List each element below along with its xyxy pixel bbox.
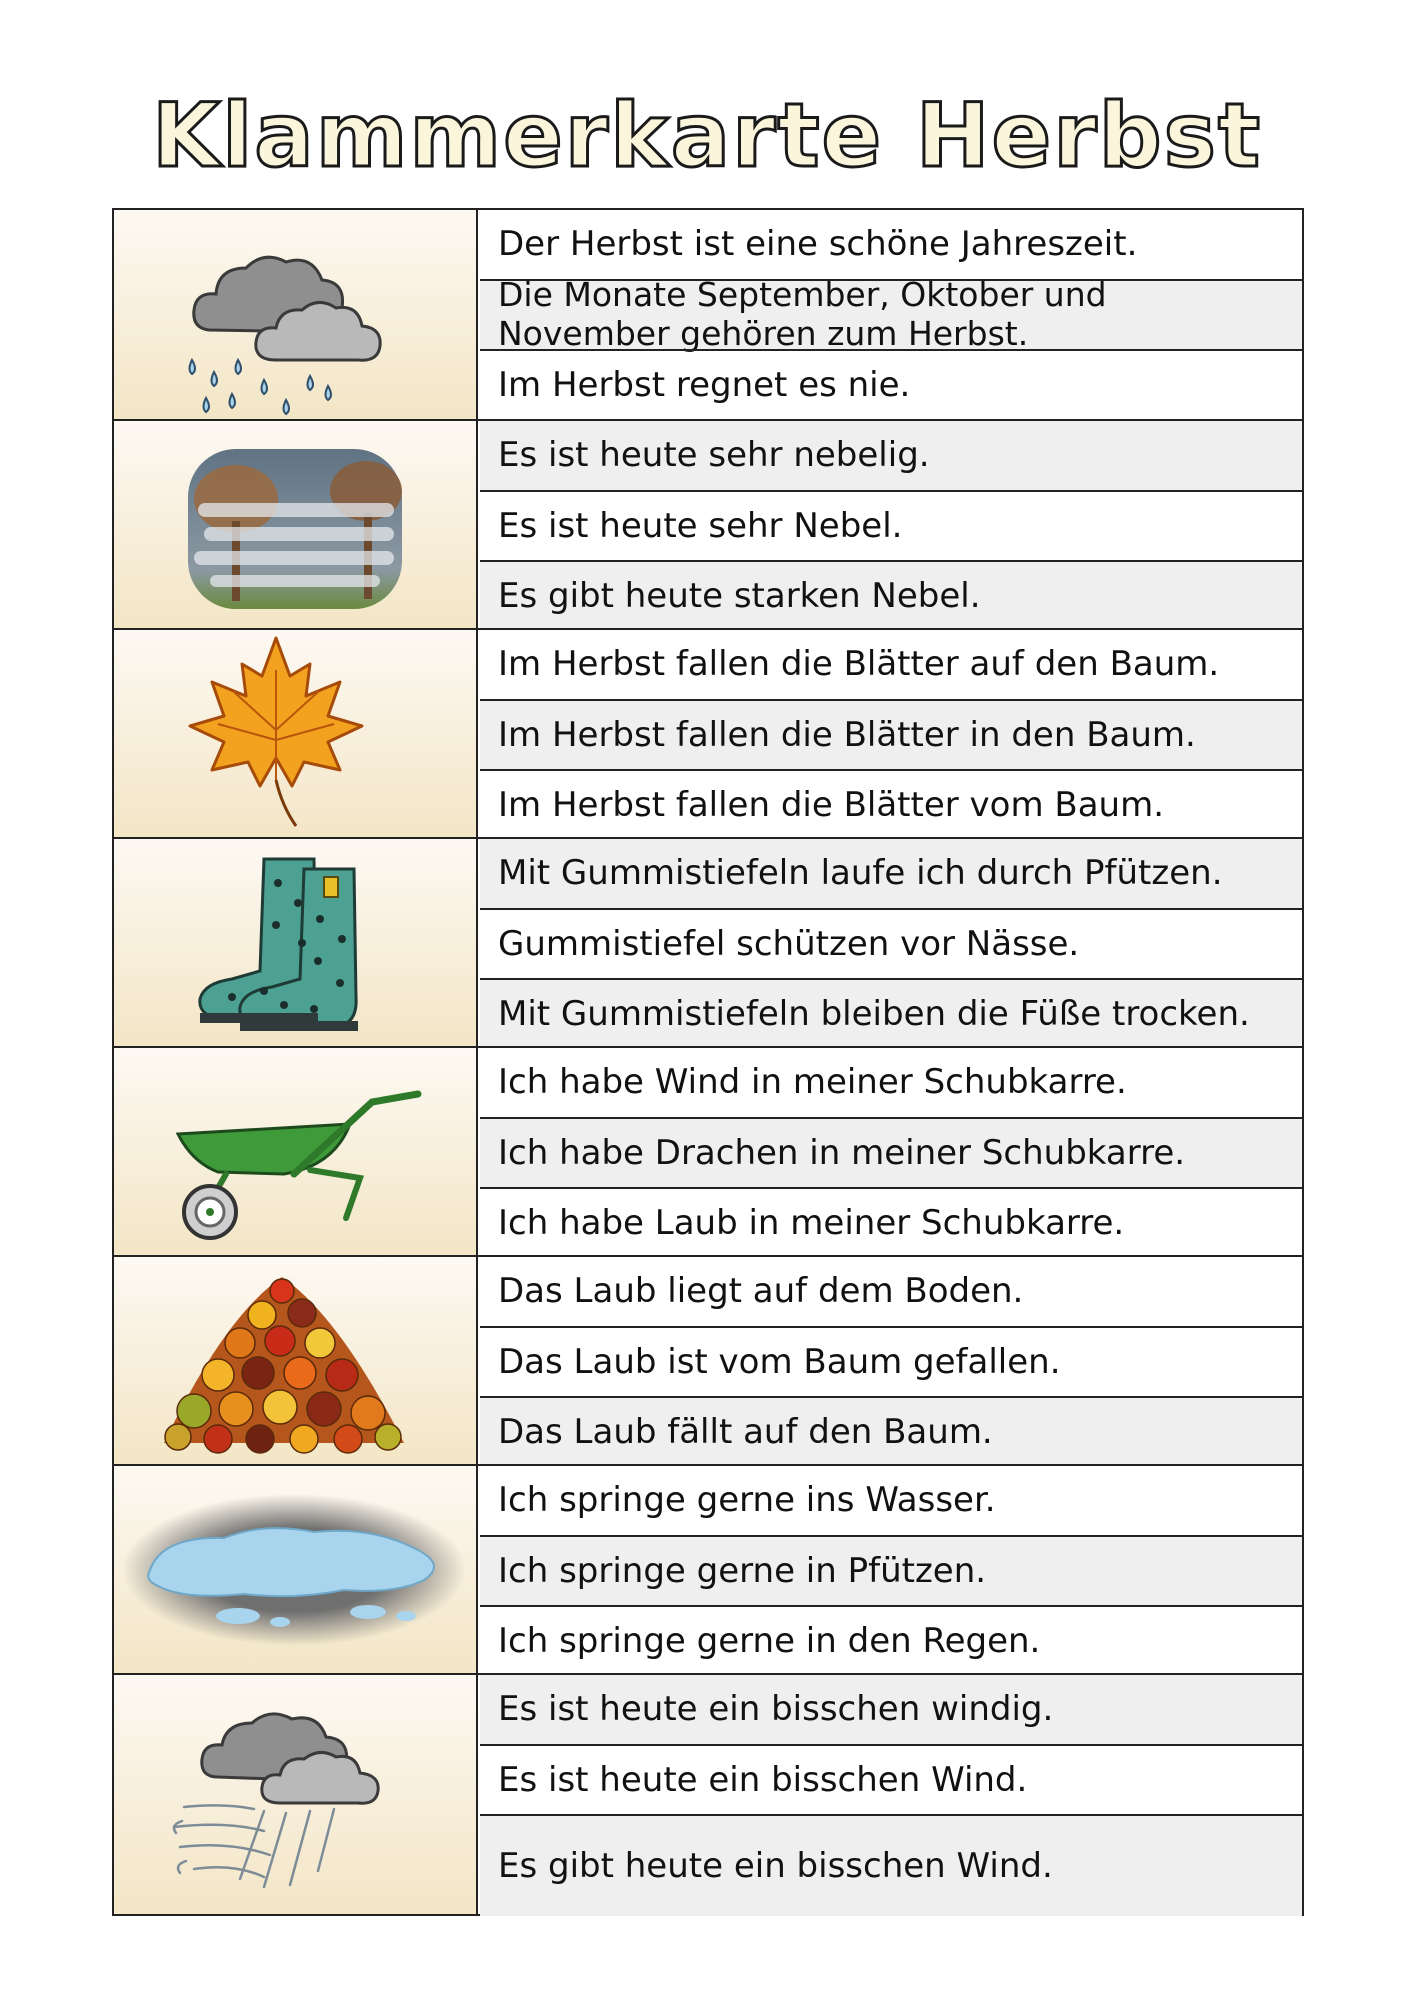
- sentence-option[interactable]: Das Laub ist vom Baum gefallen.: [480, 1326, 1302, 1396]
- sentence-option[interactable]: Mit Gummistiefeln laufe ich durch Pfützen.: [480, 839, 1302, 908]
- picture-cell: [114, 839, 478, 1046]
- sentence-option[interactable]: Im Herbst fallen die Blätter vom Baum.: [480, 769, 1302, 839]
- picture-cell: [114, 1048, 478, 1255]
- picture-cell: [114, 421, 478, 628]
- sentence-option[interactable]: Die Monate September, Oktober und November gehören zum Herbst.: [480, 279, 1302, 349]
- sentence-option[interactable]: Im Herbst fallen die Blätter auf den Baum.: [498, 644, 1220, 685]
- picture-cell: [114, 1466, 478, 1673]
- sentence-option[interactable]: Gummistiefel schützen vor Nässe.: [480, 908, 1302, 978]
- picture-cell: [114, 630, 478, 837]
- card-fog: [114, 419, 1302, 628]
- card-puddle: [114, 1464, 1302, 1673]
- puddle-icon: [114, 1466, 476, 1673]
- sentence-option[interactable]: Ich springe gerne in den Regen.: [480, 1605, 1302, 1675]
- wheelbarrow-icon: [114, 1048, 476, 1255]
- picture-cell: [114, 210, 478, 419]
- sentence-option[interactable]: Der Herbst ist eine schöne Jahreszeit.: [498, 224, 1138, 265]
- sentence-option[interactable]: Ich habe Drachen in meiner Schubkarre.: [480, 1117, 1302, 1187]
- sentence-option[interactable]: Es ist heute ein bisschen Wind.: [480, 1744, 1302, 1814]
- picture-cell: [114, 1257, 478, 1464]
- card-wind: [114, 1673, 1302, 1914]
- card-leaf-pile: [114, 1255, 1302, 1464]
- sentence-option[interactable]: Ich habe Wind in meiner Schubkarre.: [498, 1062, 1127, 1103]
- sentence-option[interactable]: Ich springe gerne ins Wasser.: [498, 1480, 996, 1521]
- clip-card-sheet: [112, 208, 1304, 1916]
- sentence-option[interactable]: Es gibt heute ein bisschen Wind.: [480, 1814, 1302, 1916]
- sentence-option[interactable]: Im Herbst regnet es nie.: [480, 349, 1302, 419]
- sentence-option[interactable]: Mit Gummistiefeln bleiben die Füße trocken.: [480, 978, 1302, 1048]
- sentence-option[interactable]: Ich habe Laub in meiner Schubkarre.: [480, 1187, 1302, 1257]
- sentence-option[interactable]: Im Herbst fallen die Blätter in den Baum.: [480, 699, 1302, 769]
- card-rain: [114, 210, 1302, 419]
- fog-icon: [114, 421, 476, 628]
- sentence-option[interactable]: Das Laub fällt auf den Baum.: [480, 1396, 1302, 1466]
- sentence-option[interactable]: Es ist heute sehr Nebel.: [480, 490, 1302, 560]
- maple-leaf-icon: [114, 630, 476, 837]
- sentence-option[interactable]: Es ist heute sehr nebelig.: [480, 421, 1302, 490]
- sentence-option[interactable]: Es gibt heute starken Nebel.: [480, 560, 1302, 630]
- card-leaf: [114, 628, 1302, 837]
- sentence-option[interactable]: Das Laub liegt auf dem Boden.: [498, 1271, 1024, 1312]
- sentence-option[interactable]: Ich springe gerne in Pfützen.: [480, 1535, 1302, 1605]
- card-wheelbarrow: [114, 1046, 1302, 1255]
- rubber-boots-icon: [114, 839, 476, 1046]
- card-boots: [114, 837, 1302, 1046]
- rain-cloud-icon: [114, 210, 476, 417]
- wind-cloud-icon: [114, 1675, 476, 1914]
- page-title: Klammerkarte Herbst: [151, 84, 1263, 187]
- leaf-pile-icon: [114, 1257, 476, 1464]
- picture-cell: [114, 1675, 478, 1914]
- sentence-option[interactable]: Es ist heute ein bisschen windig.: [480, 1675, 1302, 1744]
